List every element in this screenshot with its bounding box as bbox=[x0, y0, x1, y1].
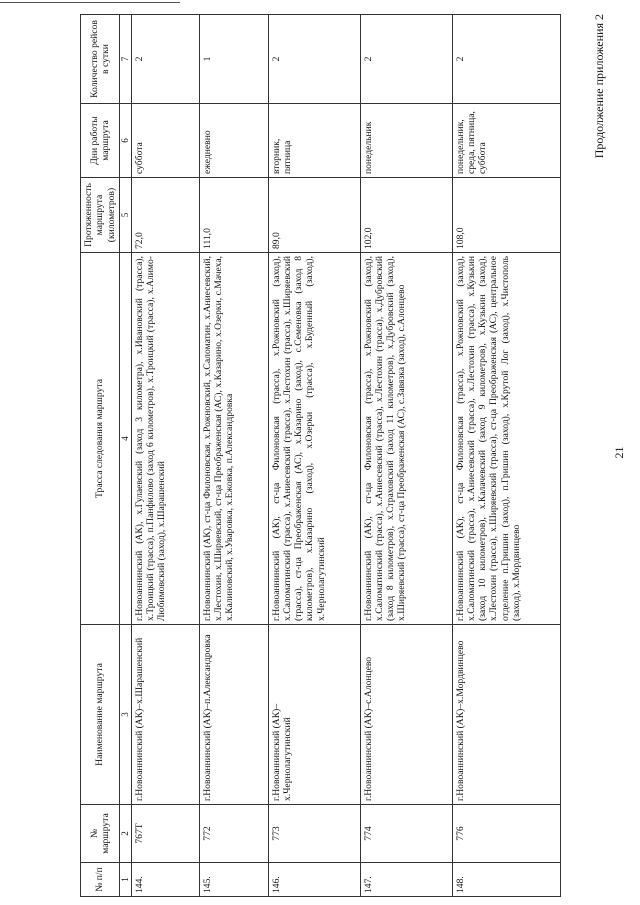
row-route-path: г.Новоаннинский (АК), ст-ца Филоновская (трасса), х.Рожновский (заход), х.Саломатинский (трасса), х.Аниесевский (трасса), х.Лестохин (трасса), х.Ширяевский (трасса), ст-ца Преображенская (АС), х.Казарино (заход), с.Семеновка (заход 8 километров), х.Казарино (заход), х.Озерки (трасса), х.Буденный (заход), х.Чернолагутинский bbox=[268, 253, 360, 625]
row-length: 108,0 bbox=[452, 178, 560, 253]
row-trips: 2 bbox=[360, 15, 452, 104]
row-pp: 145. bbox=[199, 863, 268, 897]
header-route-name: Наименование маршрута bbox=[81, 625, 120, 805]
row-length: 89,0 bbox=[268, 178, 360, 253]
header-pp: № п/п bbox=[81, 863, 120, 897]
row-route-path: г.Новоаннинский (АК), ст-ца Филоновская, х.Рожновский, х.Саломатин, х.Аниесевский, х.Лестохин, х.Ширяевский, ст-ца Преображенская (АС), х.Казарино, х.Озерки, с.Мачеха, х.Калиновский, х.Уваровка, х.Ежовка, п.Александровка bbox=[199, 253, 268, 625]
row-trips: 2 bbox=[131, 15, 199, 104]
column-number: 7 bbox=[119, 15, 131, 104]
row-route-path: г.Новоаннинский (АК), ст-ца Филоновская (трасса), х.Рожновский (заход), х.Саломатинский (трасса), х.Аниесевский (трасса), х.Лестохин (трасса), х.Дубровский (заход 8 километров), х.Страховский (заход 11 километров), х.Дубровский (заход), х.Ширяевский (трасса), ст-ца Преображенская (АС), с.Завязка (заход), с.Алонцево bbox=[360, 253, 452, 625]
page-number: 21 bbox=[612, 446, 626, 459]
row-route-name: г.Новоаннинский (АК)–х.Чернолагутинский bbox=[268, 625, 360, 805]
header-length: Протяженность маршрута (километров) bbox=[81, 178, 120, 253]
row-days: ежедневно bbox=[199, 104, 268, 178]
row-route-number: 774 bbox=[360, 805, 452, 863]
header-trips: Количество рейсов в сутки bbox=[81, 15, 120, 104]
column-number-row bbox=[119, 15, 131, 897]
column-number: 6 bbox=[119, 104, 131, 178]
table-row bbox=[199, 15, 268, 897]
row-pp: 148. bbox=[452, 863, 560, 897]
row-days: понедельник bbox=[360, 104, 452, 178]
column-number: 5 bbox=[119, 178, 131, 253]
header-row bbox=[81, 15, 120, 897]
table-row bbox=[360, 15, 452, 897]
table-row bbox=[452, 15, 560, 897]
header-route-number: № маршрута bbox=[81, 805, 120, 863]
row-route-name: г.Новоаннинский (АК)–с.Алонцево bbox=[360, 625, 452, 805]
column-number: 4 bbox=[119, 253, 131, 625]
continuation-title: Продолжение приложения 2 bbox=[592, 14, 606, 159]
row-route-name: г.Новоаннинский (АК)–х.Мордвинцево bbox=[452, 625, 560, 805]
row-days: понедельник, среда, пятница, суббота bbox=[452, 104, 560, 178]
row-route-path: г.Новоаннинский (АК), х.Гулаевский (заход 3 километра), х.Ивановский (трасса), х.Троицкий (трасса), п.Панфилово (заход 6 километров), х.Троицкий (трасса), х.Алимо-Любимовский (заход), х.Шарашенский bbox=[131, 253, 199, 625]
column-number: 3 bbox=[119, 625, 131, 805]
table-row bbox=[268, 15, 360, 897]
column-number: 1 bbox=[119, 863, 131, 897]
row-route-path: г.Новоаннинский (АК), ст-ца Филоновская (трасса), х.Рожновский (заход), х.Саломатинский (трасса), х.Аниесевский (трасса), х.Лестохин (трасса), х.Кузькин (заход 10 километров), х.Калачевский (заход 9 километров), х.Кузькин (заход), х.Лестохин (трасса), х.Ширяевский (трасса), ст-ца Преображенская (АС), центральное отделение п.Гришин (заход), п.Гришин (заход), х.Крутой Лог (заход), х.Чистополь (заход), х.Мордвинцево bbox=[452, 253, 560, 625]
header-days: Дни работы маршрута bbox=[81, 104, 120, 178]
row-trips: 2 bbox=[268, 15, 360, 104]
row-trips: 1 bbox=[199, 15, 268, 104]
row-days: суббота bbox=[131, 104, 199, 178]
row-trips: 2 bbox=[452, 15, 560, 104]
row-route-name: г.Новоаннинский (АК)–х.Шарашенский bbox=[131, 625, 199, 805]
row-pp: 144. bbox=[131, 863, 199, 897]
row-length: 72,0 bbox=[131, 178, 199, 253]
row-route-number: 772 bbox=[199, 805, 268, 863]
row-length: 111,0 bbox=[199, 178, 268, 253]
row-route-number: 776 bbox=[452, 805, 560, 863]
row-route-name: г.Новоаннинский (АК)–п.Александровка bbox=[199, 625, 268, 805]
table-row bbox=[131, 15, 199, 897]
row-pp: 147. bbox=[360, 863, 452, 897]
row-length: 102,0 bbox=[360, 178, 452, 253]
routes-table bbox=[80, 14, 561, 897]
row-pp: 146. bbox=[268, 863, 360, 897]
row-days: вторник, пятница bbox=[268, 104, 360, 178]
header-route-path: Трасса следования маршрута bbox=[81, 253, 120, 625]
column-number: 2 bbox=[119, 805, 131, 863]
row-route-number: 767Т bbox=[131, 805, 199, 863]
row-route-number: 773 bbox=[268, 805, 360, 863]
